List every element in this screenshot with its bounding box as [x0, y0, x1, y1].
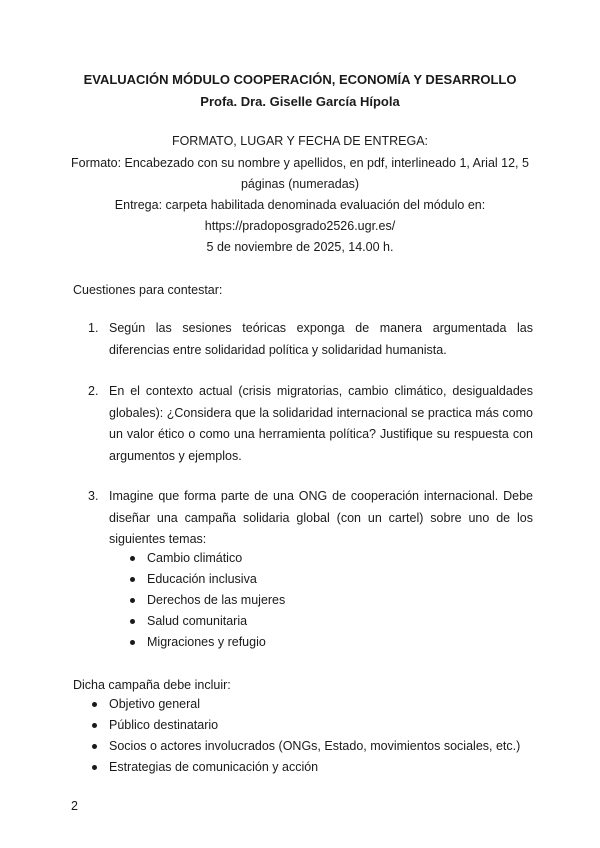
question-3	[88, 486, 533, 551]
document-author: Profa. Dra. Giselle García Hípola	[200, 94, 400, 109]
list-item: Público destinatario	[89, 715, 520, 736]
list-item: Objetivo general	[89, 694, 520, 715]
campaign-intro: Dicha campaña debe incluir:	[73, 678, 231, 692]
question-2	[88, 381, 533, 467]
delivery-date: 5 de noviembre de 2025, 14.00 h.	[206, 240, 394, 254]
list-item: Derechos de las mujeres	[127, 590, 285, 611]
page-number: 2	[71, 799, 78, 813]
format-line-1: Formato: Encabezado con su nombre y apellidos, en pdf, interlineado 1, Arial 12, 5	[71, 156, 529, 170]
list-item: Salud comunitaria	[127, 611, 285, 632]
list-item: Estrategias de comunicación y acción	[89, 757, 520, 778]
list-item: Migraciones y refugio	[127, 632, 285, 653]
delivery-line: Entrega: carpeta habilitada denominada evaluación del módulo en:	[114, 198, 486, 212]
question-number: 3.	[88, 489, 99, 503]
topics-list	[127, 548, 285, 653]
question-number: 2.	[88, 384, 99, 398]
document-title: EVALUACIÓN MÓDULO COOPERACIÓN, ECONOMÍA Y DESARROLLO	[83, 72, 517, 87]
question-text: En el contexto actual (crisis migratorias, cambio climático, desigualdades globales): ¿Considera que la solidaridad internacional se practica más como un valor ético o como una herramienta política? Justifique su respuesta con argumentos y ejemplos.	[109, 384, 533, 463]
question-text: Según las sesiones teóricas exponga de manera argumentada las diferencias entre solidaridad política y solidaridad humanista.	[109, 321, 533, 357]
campaign-list	[89, 694, 520, 778]
format-heading: FORMATO, LUGAR Y FECHA DE ENTREGA:	[171, 134, 429, 148]
questions-intro: Cuestiones para contestar:	[73, 283, 223, 297]
format-line-2: páginas (numeradas)	[240, 177, 360, 191]
question-text: Imagine que forma parte de una ONG de cooperación internacional. Debe diseñar una campaña solidaria global (con un cartel) sobre uno de los siguientes temas:	[109, 489, 533, 546]
list-item: Educación inclusiva	[127, 569, 285, 590]
delivery-url: https://pradoposgrado2526.ugr.es/	[204, 219, 396, 233]
list-item: Cambio climático	[127, 548, 285, 569]
question-number: 1.	[88, 321, 99, 335]
question-1	[88, 318, 533, 361]
list-item: Socios o actores involucrados (ONGs, Estado, movimientos sociales, etc.)	[89, 736, 520, 757]
